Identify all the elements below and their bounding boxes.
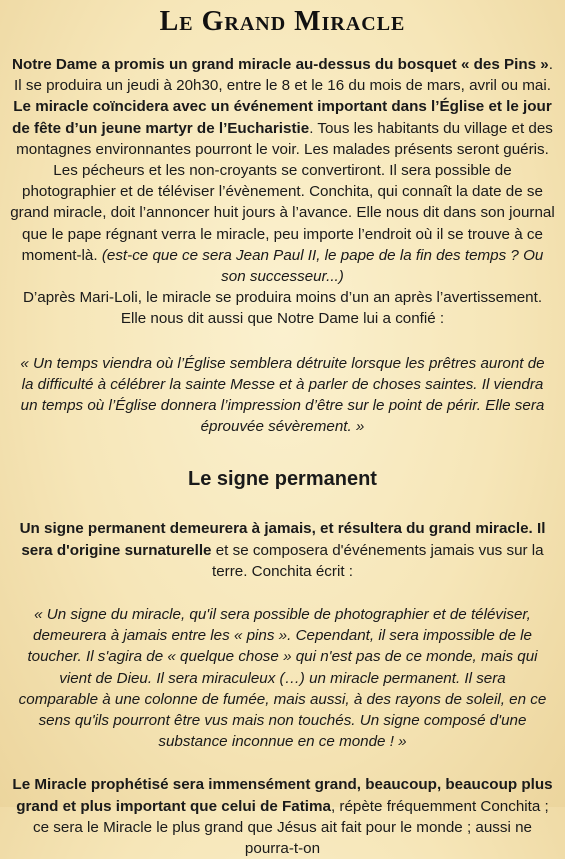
paragraph-fatima [10,774,555,859]
quote-church: « Un temps viendra où l’Église semblera détruite lorsque les prêtres auront de la difficulté à célébrer la sainte Messe et à parler de choses saintes. Il viendra un temps où l’Église donnera l’impression d’être sur le point de périr. Elle sera éprouvée sévèrement. » [20,354,545,436]
paragraph-text: . Il se produira un jeudi à 20h30, entre le 8 et le 16 du mois de mars, avril ou mai. [14,56,553,95]
paragraph-bold-text: Le Miracle prophétisé sera immensément grand, beaucoup, beaucoup plus grand et plus important que celui de Fatima [12,776,553,815]
paragraph-sign [10,518,555,582]
paragraph-mari-loli: D’après Mari-Loli, le miracle se produira moins d’un an après l’avertissement. Elle nous dit aussi que Notre Dame lui a confié : [22,289,543,328]
paragraph-text: et se composera d'événements jamais vus sur la terre. Conchita écrit : [211,541,544,580]
page-title: Le Grand Miracle [159,6,406,37]
paragraph-bold-text: Notre Dame a promis un grand miracle au-dessus du bosquet « des Pins » [11,56,549,73]
section-subtitle: Le signe permanent [188,468,377,491]
paragraph-bold-text: Le miracle coïncidera avec un événement important dans l’Église et le jour de fête d’un jeune martyr de l’Eucharistie [12,98,552,137]
paragraph-text: . Tous les habitants du village et des montagnes environnantes pourront le voir. Les malades présents seront guéris. Les pécheurs et les non-croyants se convertiront. Il sera possible de photographier et de téléviser l’évènement. Conchita, qui connaît la date de se grand miracle, doit l’annoncer huit jours à l’avance. Elle nous dit dans son journal que le pape régnant verra le miracle, peu importe l’endroit où il se trouve à ce moment-là. [10,119,555,264]
paragraph-bold-text: Un signe permanent demeurera à jamais, et résultera du grand miracle. Il sera d'origine surnaturelle [19,520,546,559]
paragraph-miracle [10,54,555,287]
paragraph-italic-text: (est-ce que ce sera Jean Paul II, le pape de la fin des temps ? Ou son successeur...) [101,246,544,286]
quote-conchita: « Un signe du miracle, qu'il sera possible de photographier et de téléviser, demeurera à jamais entre les « pins ». Cependant, il sera impossible de le toucher. Il s'agira de « quelque chose » qui n'est pas de ce monde, mais qui vient de Dieu. Il sera miraculeux (…) un miracle permanent. Il sera comparable à une colonne de fumée, mais aussi, à des rayons de soleil, en ce sens qu'ils pourront être vus mais non touchés. Un signe composé d'une substance inconnue en ce monde ! » [18,606,547,751]
paragraph-text: , répète fréquemment Conchita ; ce sera le Miracle le plus grand que Jésus ait fait pour le monde ; aussi ne pourra-t-on [33,797,549,858]
